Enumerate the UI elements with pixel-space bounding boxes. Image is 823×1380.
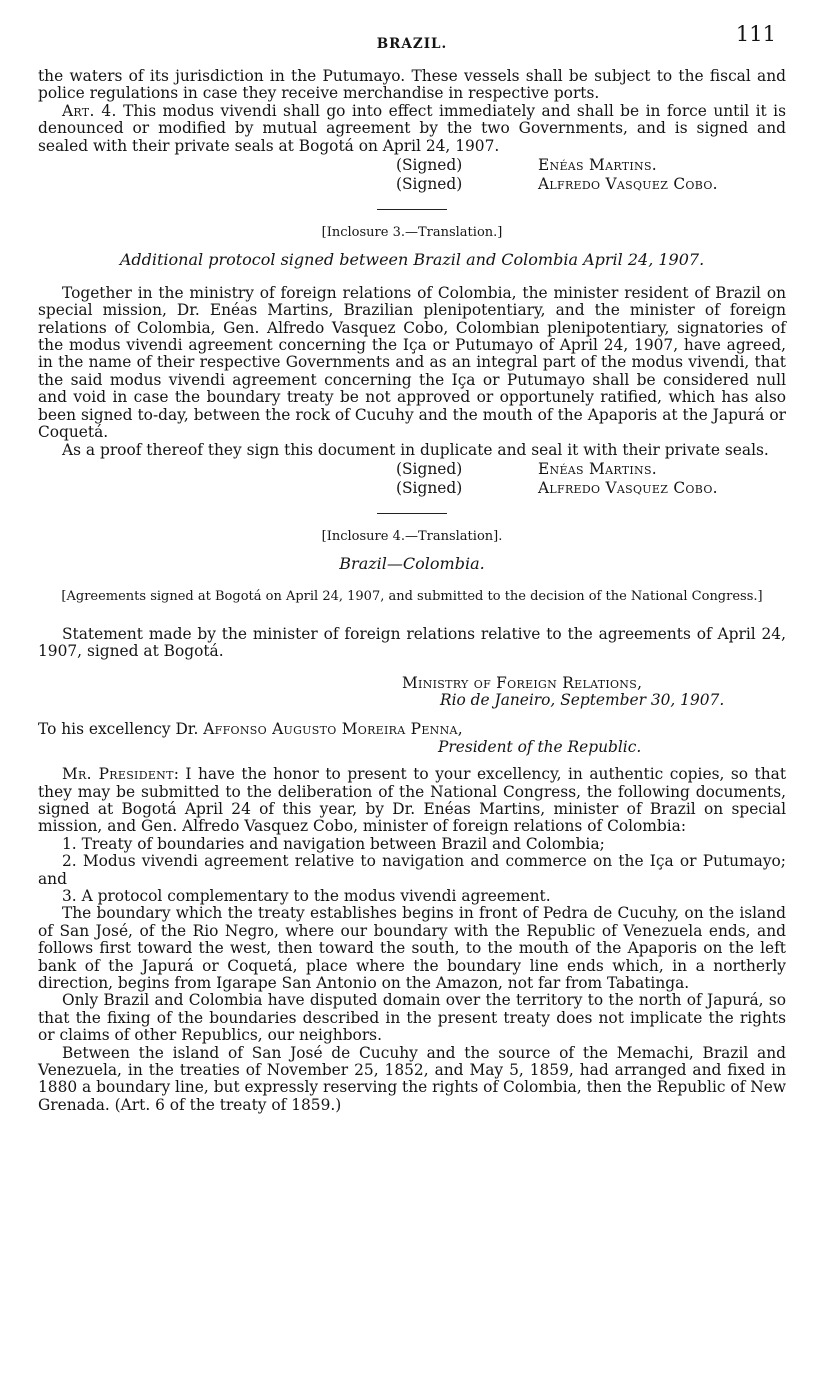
signed-label: (Signed)	[396, 156, 463, 175]
paragraph-protocol: Together in the ministry of foreign relations of Colombia, the minister resident of Brazil on special mission, Dr. Enéas Martins, Brazilian plenipotentiary, and the minister of foreign relations of Colombia, Gen. Alfredo Vasquez Cobo, Colombian plenipotentiary, signatories of the modus vivendi agreement concerning the Iça or Putumayo of April 24, 1907, have agreed, in the name of their respective Governments and as an integral part of the modus vivendi, that the said modus vivendi agreement concerning the Iça or Putumayo shall be considered null and void in case the boundary treaty be not approved or opportunely ratified, which has also been signed to-day, between the rock of Cucuhy and the mouth of the Apaporis at the Japurá or Coquetá.	[38, 283, 786, 442]
ministry-dateline	[402, 675, 786, 710]
brazil-colombia-title: Brazil—Colombia.	[339, 554, 485, 574]
dateline: Rio de Janeiro, September 30, 1907.	[440, 690, 725, 709]
addressee-name: Affonso Augusto Moreira Penna,	[203, 720, 463, 739]
section-divider	[377, 513, 447, 514]
paragraph-statement: Statement made by the minister of foreign relations relative to the agreements of April 24, 1907, signed at Bogotá.	[38, 624, 786, 661]
signatory-name: Enéas Martins.	[538, 459, 657, 478]
paragraph-boundary: The boundary which the treaty establishes begins in front of Pedra de Cucuhy, on the island of San José, of the Rio Negro, where our boundary with the Republic of Venezuela ends, and follows first toward the west, then toward the south, to the mouth of the Apaporis on the left bank of the Japurá or Coquetá, place where the boundary line ends which, in a northerly direction, begins from Igarape San Antonio on the Amazon, not far from Tabatinga.	[38, 904, 786, 993]
paragraph-article-4	[38, 103, 786, 155]
addressee	[38, 721, 786, 738]
paragraph-disputed-domain: Only Brazil and Colombia have disputed domain over the territory to the north of Japurá, so that the fixing of the boundaries described in the present treaty does not implicate the rights or claims of other Republics, our neighbors.	[38, 991, 786, 1045]
section-divider	[377, 209, 447, 210]
protocol-title: Additional protocol signed between Brazil and Colombia April 24, 1907.	[119, 250, 705, 270]
salutation: Mr. President	[62, 765, 174, 784]
list-item: 1. Treaty of boundaries and navigation between Brazil and Colombia;	[62, 834, 605, 853]
addressee-prefix: To his excellency Dr.	[38, 720, 204, 739]
inclosure-3-heading: [Inclosure 3.—Translation.]	[321, 225, 503, 241]
article-label: Art. 4.	[62, 101, 117, 120]
addressee-title: President of the Republic.	[438, 737, 642, 756]
paragraph-proof: As a proof thereof they sign this document in duplicate and seal it with their private seals.	[62, 440, 769, 459]
paragraph-salutation	[38, 766, 786, 836]
salutation-text: : I have the honor to present to your excellency, in authentic copies, so that they may be submitted to the deliberation of the National Congress, the following documents, signed at Bogotá April 24 of this year, by Dr. Enéas Martins, minister of Brazil on special mission, and Gen. Alfredo Vasquez Cobo, minister of foreign relations of Colombia:	[38, 765, 787, 836]
signature-block-2	[38, 461, 786, 499]
signatory-name: Alfredo Vasquez Cobo.	[538, 478, 718, 497]
page-header	[38, 22, 786, 52]
signed-label: (Signed)	[396, 459, 463, 478]
signatory-name: Enéas Martins.	[538, 156, 657, 175]
article-4-text: This modus vivendi shall go into effect immediately and shall be in force until it is denounced or modified by mutual agreement by the two Governments, and is signed and sealed with their private seals at Bogotá on April 24, 1907.	[38, 101, 787, 155]
list-item: 3. A protocol complementary to the modus vivendi agreement.	[62, 887, 551, 905]
signed-label: (Signed)	[396, 478, 463, 497]
ministry-name: Ministry of Foreign Relations,	[402, 673, 643, 692]
signature-block-1	[38, 157, 786, 195]
list-item: 2. Modus vivendi agreement relative to navigation and commerce on the Iça or Putumayo; and	[38, 852, 786, 888]
agreements-note: [Agreements signed at Bogotá on April 24, 1907, and submitted to the decision of the National Congress.]	[61, 588, 763, 604]
page-number: 111	[735, 22, 776, 46]
document-page	[38, 22, 786, 1114]
inclosure-4-heading: [Inclosure 4.—Translation].	[321, 528, 503, 544]
paragraph-vessels: the waters of its jurisdiction in the Putumayo. These vessels shall be subject to the fiscal and police regulations in case they receive merchandise in respective ports.	[38, 67, 786, 103]
paragraph-venezuela: Between the island of San José de Cucuhy and the source of the Memachi, Brazil and Venezuela, in the treaties of November 25, 1852, and May 5, 1859, had arranged and fixed in 1880 a boundary line, but expressly reserving the rights of Colombia, then the Republic of New Grenada. (Art. 6 of the treaty of 1859.)	[38, 1043, 786, 1114]
running-head: BRAZIL.	[376, 36, 448, 52]
signed-label: (Signed)	[396, 175, 463, 194]
signatory-name: Alfredo Vasquez Cobo.	[538, 175, 718, 194]
